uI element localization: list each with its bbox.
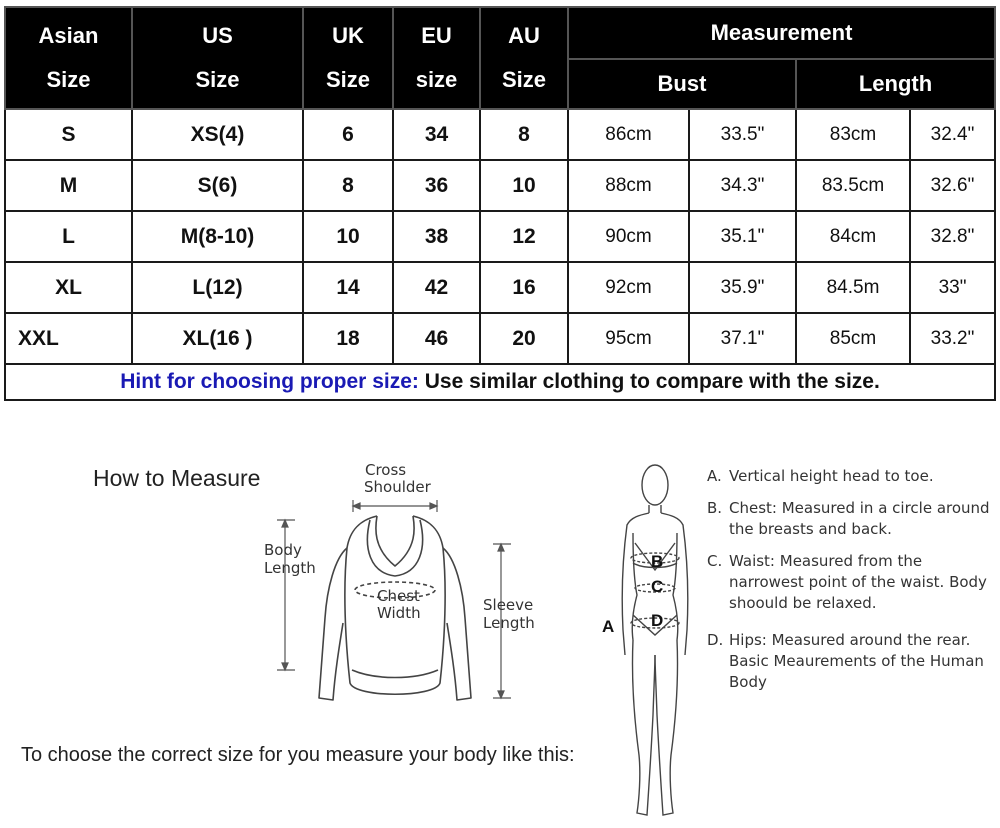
asian-size-cell: XXL	[5, 313, 132, 364]
header-measurement: Measurement	[568, 7, 995, 59]
header-bust: Bust	[568, 59, 796, 109]
body-length-label: Body	[264, 541, 302, 559]
bust-inch-cell: 33.5"	[689, 109, 796, 160]
bust-cm-cell: 88cm	[568, 160, 689, 211]
note-text: Waist: Measured from the narrowest point of the waist. Body shoould be relaxed.	[729, 552, 987, 612]
how-to-measure-title: How to Measure	[93, 465, 261, 491]
length-inch-cell: 32.6"	[910, 160, 995, 211]
hint-label: Hint for choosing proper size:	[120, 370, 419, 393]
body-figure-diagram	[595, 455, 705, 825]
eu-size-cell: 46	[393, 313, 480, 364]
length-inch-cell: 32.8"	[910, 211, 995, 262]
sleeve-length-label: Length	[483, 614, 535, 632]
sweater-measure-diagram	[255, 458, 555, 708]
hint-text: Use similar clothing to compare with the size.	[418, 370, 880, 393]
note-letter: D.	[707, 631, 724, 649]
length-inch-cell: 32.4"	[910, 109, 995, 160]
us-size-cell: M(8-10)	[132, 211, 303, 262]
header-asian-size: Asian Size	[5, 7, 132, 109]
uk-size-cell: 6	[303, 109, 393, 160]
eu-size-cell: 36	[393, 160, 480, 211]
au-size-cell: 16	[480, 262, 568, 313]
length-cm-cell: 83cm	[796, 109, 910, 160]
cross-shoulder-label: Shoulder	[364, 478, 431, 496]
figure-letter-d: D	[651, 611, 664, 630]
bust-inch-cell: 37.1"	[689, 313, 796, 364]
measurement-notes	[707, 466, 997, 704]
body-outline	[622, 465, 688, 815]
header-row	[5, 7, 995, 59]
eu-size-cell: 42	[393, 262, 480, 313]
bust-cm-cell: 95cm	[568, 313, 689, 364]
bust-cm-cell: 90cm	[568, 211, 689, 262]
uk-size-cell: 18	[303, 313, 393, 364]
table-row	[5, 262, 995, 313]
eu-size-cell: 38	[393, 211, 480, 262]
us-size-cell: XS(4)	[132, 109, 303, 160]
note-c	[707, 551, 997, 614]
asian-size-cell: S	[5, 109, 132, 160]
note-a	[707, 466, 997, 487]
size-chart-table	[4, 6, 996, 401]
body-length-label: Length	[264, 559, 316, 577]
length-cm-cell: 85cm	[796, 313, 910, 364]
length-inch-cell: 33.2"	[910, 313, 995, 364]
note-d	[707, 630, 997, 693]
header-uk-size: UK Size	[303, 7, 393, 109]
bust-inch-cell: 35.1"	[689, 211, 796, 262]
eu-size-cell: 34	[393, 109, 480, 160]
table-row	[5, 109, 995, 160]
bust-cm-cell: 86cm	[568, 109, 689, 160]
length-cm-cell: 84cm	[796, 211, 910, 262]
bust-inch-cell: 35.9"	[689, 262, 796, 313]
bust-cm-cell: 92cm	[568, 262, 689, 313]
uk-size-cell: 10	[303, 211, 393, 262]
measure-instruction: To choose the correct size for you measure your body like this:	[21, 744, 575, 766]
cross-shoulder-label: Cross	[365, 461, 407, 479]
chest-width-label: Chest	[377, 587, 420, 605]
length-cm-cell: 84.5m	[796, 262, 910, 313]
asian-size-cell: XL	[5, 262, 132, 313]
note-text: Chest: Measured in a circle around the breasts and back.	[729, 499, 990, 538]
au-size-cell: 10	[480, 160, 568, 211]
au-size-cell: 8	[480, 109, 568, 160]
asian-size-cell: L	[5, 211, 132, 262]
asian-size-cell: M	[5, 160, 132, 211]
table-row	[5, 160, 995, 211]
hint-row	[5, 364, 995, 400]
us-size-cell: L(12)	[132, 262, 303, 313]
table-row	[5, 211, 995, 262]
note-letter: B.	[707, 499, 723, 517]
uk-size-cell: 8	[303, 160, 393, 211]
header-us-size: US Size	[132, 7, 303, 109]
length-inch-cell: 33"	[910, 262, 995, 313]
header-length: Length	[796, 59, 995, 109]
bust-inch-cell: 34.3"	[689, 160, 796, 211]
hint-cell	[5, 364, 995, 400]
header-au-size: AU Size	[480, 7, 568, 109]
table-row	[5, 313, 995, 364]
figure-letter-b: B	[651, 552, 664, 571]
header-eu-size: EU size	[393, 7, 480, 109]
us-size-cell: XL(16 )	[132, 313, 303, 364]
note-text: Vertical height head to toe.	[729, 467, 934, 485]
us-size-cell: S(6)	[132, 160, 303, 211]
au-size-cell: 12	[480, 211, 568, 262]
note-letter: A.	[707, 467, 722, 485]
uk-size-cell: 14	[303, 262, 393, 313]
chest-width-label: Width	[377, 604, 421, 622]
sleeve-length-label: Sleeve	[483, 596, 534, 614]
note-b	[707, 498, 997, 540]
figure-letter-c: C	[651, 577, 664, 596]
au-size-cell: 20	[480, 313, 568, 364]
figure-letter-a: A	[602, 617, 615, 636]
length-cm-cell: 83.5cm	[796, 160, 910, 211]
note-letter: C.	[707, 552, 723, 570]
note-text: Hips: Measured around the rear. Basic Meaurements of the Human Body	[729, 631, 984, 691]
